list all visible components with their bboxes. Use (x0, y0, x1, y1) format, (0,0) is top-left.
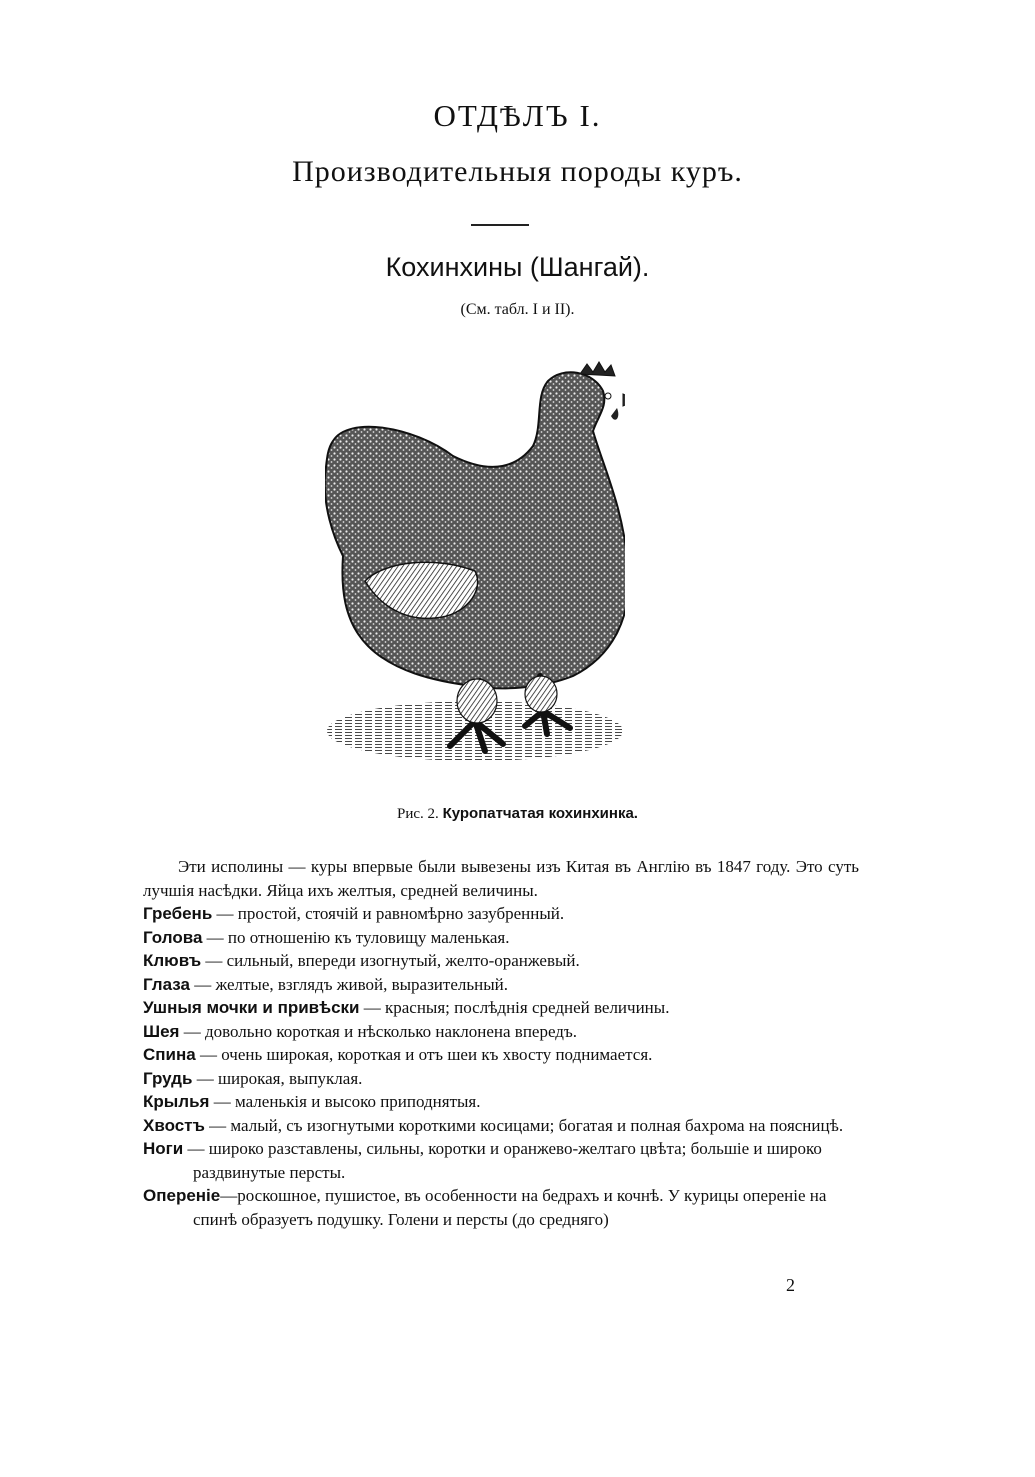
trait-term: Голова (143, 927, 203, 947)
caption-text: Куропатчатая кохинхинка. (442, 805, 638, 822)
trait-description: — сильный, впереди изогнутый, желто-оранжевый. (201, 951, 580, 970)
section-title: ОТДѢЛЪ I. (433, 98, 602, 133)
figure-caption (0, 805, 1035, 823)
trait-term: Опереніе (143, 1186, 221, 1205)
page-number: 2 (786, 1275, 795, 1295)
breed-title: Кохинхины (Шангай). (385, 252, 650, 282)
section-subtitle: Производительныя породы куръ. (292, 155, 743, 188)
trait-description: — красныя; послѣднія средней величины. (359, 998, 670, 1017)
trait-entry (143, 1090, 859, 1114)
trait-description: — широко разставлены, сильны, коротки и оранжево-желтаго цвѣта; большіе и широко раздвинутые персты. (183, 1139, 822, 1182)
trait-description: — широкая, выпуклая. (192, 1068, 363, 1088)
caption-label: Рис. 2. (397, 806, 439, 822)
trait-list (143, 902, 859, 1231)
trait-term: Клювъ (143, 951, 202, 970)
trait-entry (143, 1020, 859, 1044)
trait-description: — очень широкая, короткая и отъ шеи къ хвосту поднимается. (195, 1045, 653, 1064)
trait-entry (143, 1114, 859, 1138)
trait-term: Крылья (143, 1092, 210, 1111)
trait-entry (143, 1067, 859, 1091)
trait-entry (143, 1184, 859, 1231)
trait-description: — желтые, взглядъ живой, выразительный. (189, 974, 508, 994)
intro-paragraph: Эти исполины — куры впервые были вывезены изъ Китая въ Англію въ 1847 году. Это суть лучшія насѣдки. Яйца ихъ желтыя, средней величины. (143, 857, 859, 900)
table-reference: (См. табл. I и II). (460, 301, 575, 318)
trait-term: Ноги (143, 1139, 184, 1158)
trait-entry (143, 1043, 859, 1067)
trait-entry (143, 996, 859, 1020)
trait-entry (143, 949, 859, 973)
trait-term: Гребень (143, 904, 213, 923)
trait-entry (143, 902, 859, 926)
trait-entry (143, 1137, 859, 1184)
trait-entry (143, 926, 859, 950)
trait-term: Шея (143, 1021, 180, 1041)
trait-description: — маленькія и высоко приподнятыя. (209, 1092, 481, 1111)
trait-description: —роскошное, пушистое, въ особенности на бедрахъ и кочнѣ. У курицы опереніе на спинѣ образуетъ подушку. Голени и персты (до средняго) (193, 1186, 827, 1229)
trait-description: — простой, стоячій и равномѣрно зазубренный. (212, 904, 565, 923)
divider-rule (471, 224, 529, 226)
trait-term: Хвостъ (143, 1115, 205, 1135)
trait-description: — по отношенію къ туловищу маленькая. (202, 927, 510, 947)
trait-description: — довольно короткая и нѣсколько наклонена впередъ. (179, 1021, 577, 1041)
breed-description (143, 855, 859, 1231)
trait-description: — малый, съ изогнутыми короткими косицами; богатая и полная бахрома на поясницѣ. (204, 1115, 844, 1135)
trait-entry (143, 973, 859, 997)
trait-term: Спина (143, 1045, 196, 1064)
trait-term: Ушныя мочки и привѣски (143, 998, 360, 1017)
chicken-illustration (325, 356, 625, 786)
trait-term: Глаза (143, 974, 190, 994)
trait-term: Грудь (143, 1068, 193, 1088)
